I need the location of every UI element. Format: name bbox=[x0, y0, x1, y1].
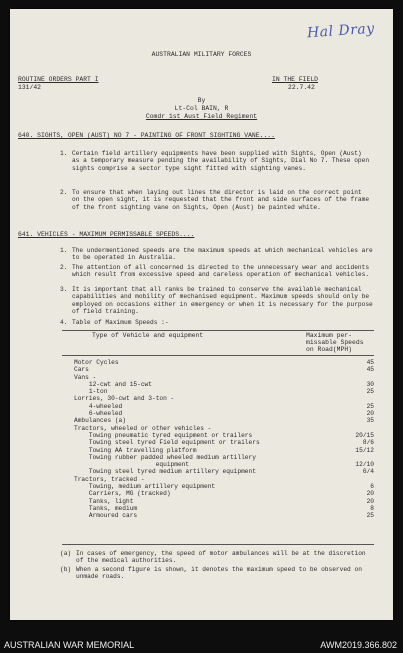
archive-accession-number: AWM2019.366.802 bbox=[320, 640, 397, 650]
max-speed: 20 bbox=[366, 490, 374, 498]
vehicle-type: Towing pneumatic tyred equipment or trailers bbox=[74, 431, 253, 439]
max-speed: 20 bbox=[366, 497, 374, 505]
max-speed: 20 bbox=[366, 410, 374, 418]
max-speed: 30 bbox=[366, 380, 374, 388]
document-page bbox=[10, 9, 393, 620]
speed-header-line-1: Maximum per- bbox=[306, 332, 353, 339]
max-speed: 6 bbox=[370, 483, 374, 491]
table-row bbox=[74, 468, 374, 475]
max-speed: 6/4 bbox=[362, 468, 374, 476]
table-row bbox=[74, 381, 374, 388]
speed-header-line-3: on Road(MPH) bbox=[306, 346, 353, 353]
vehicle-type: equipment bbox=[74, 461, 190, 469]
vehicle-type: 1-ton bbox=[74, 388, 108, 396]
note-marker: (a) bbox=[60, 550, 72, 557]
table-row bbox=[74, 447, 374, 454]
vehicle-type: 6-wheeled bbox=[74, 410, 123, 418]
max-speed: 25 bbox=[366, 388, 374, 396]
table-top-rule bbox=[62, 330, 374, 331]
table-row bbox=[74, 410, 374, 417]
table-header-rule bbox=[62, 355, 374, 356]
section-640-para-1 bbox=[60, 150, 372, 172]
officer-name: Lt-Col BAIN, R bbox=[174, 105, 229, 112]
para-text: Certain field artillery equipments have been supplied with Sights, Open (Aust) as a temporary measure pending the availability of Sights, Dial No 7. These open sights comprise a sector type sight fitted with sighting vanes. bbox=[72, 150, 370, 172]
handwritten-signature: Hal Dray bbox=[306, 20, 376, 42]
table-bottom-rule bbox=[62, 544, 374, 545]
table-row bbox=[74, 454, 374, 461]
table-row bbox=[74, 395, 374, 402]
table-row bbox=[74, 490, 374, 497]
para-number: 2. bbox=[60, 189, 68, 196]
table-row bbox=[74, 417, 374, 424]
para-number: 3. bbox=[60, 286, 68, 293]
archive-footer bbox=[0, 628, 403, 653]
vehicle-type: Tanks, medium bbox=[74, 504, 138, 512]
table-row bbox=[74, 498, 374, 505]
table-row bbox=[74, 505, 374, 512]
max-speed: 8/6 bbox=[362, 439, 374, 447]
section-640-para-2 bbox=[60, 189, 372, 211]
vehicle-type: 12-cwt and 15-cwt bbox=[74, 380, 152, 388]
order-date: 22.7.42 bbox=[288, 84, 315, 91]
note-text: When a second figure is shown, it denotes the maximum speed to be observed on unmade roads. bbox=[76, 566, 362, 581]
note-text: In cases of emergency, the speed of motor ambulances will be at the discretion of the medical authorities. bbox=[76, 550, 366, 565]
vehicle-type: 4-wheeled bbox=[74, 402, 123, 410]
vehicle-type: Vans - bbox=[74, 373, 97, 381]
para-number: 4. bbox=[60, 319, 68, 326]
vehicle-type: Towing rubber padded wheeled medium artillery bbox=[74, 453, 256, 461]
table-row bbox=[74, 432, 374, 439]
max-speed: 12/10 bbox=[355, 461, 374, 469]
max-speed bbox=[336, 374, 374, 381]
max-speed bbox=[336, 425, 374, 432]
max-speed bbox=[336, 454, 374, 461]
table-row bbox=[74, 425, 374, 432]
vehicle-type: Lorries, 30-cwt and 3-ton - bbox=[74, 395, 175, 403]
table-row bbox=[74, 374, 374, 381]
table-row bbox=[74, 366, 374, 373]
max-speed bbox=[336, 395, 374, 402]
max-speed: 35 bbox=[366, 417, 374, 425]
table-row bbox=[74, 476, 374, 483]
table-row bbox=[74, 388, 374, 395]
archive-name: AUSTRALIAN WAR MEMORIAL bbox=[4, 640, 135, 650]
section-640-heading: 640. SIGHTS, OPEN (AUST) NO 7 - PAINTING OF FRONT SIGHTING VANE.... bbox=[18, 132, 275, 139]
note-a bbox=[60, 550, 372, 565]
para-number: 1. bbox=[60, 247, 68, 254]
max-speed: 25 bbox=[366, 402, 374, 410]
table-col-vehicle-header: Type of Vehicle and equipment bbox=[92, 332, 204, 339]
para-text: Table of Maximum Speeds :- bbox=[72, 319, 169, 326]
section-641-para-1 bbox=[60, 247, 374, 262]
table-row bbox=[74, 512, 374, 519]
vehicle-type: Carriers, MG (tracked) bbox=[74, 490, 171, 498]
routine-orders-title: ROUTINE ORDERS PART I bbox=[18, 76, 99, 83]
table-col-speed-header bbox=[306, 332, 364, 353]
vehicle-type: Towing steel tyred medium artillery equipment bbox=[74, 468, 256, 476]
vehicle-type: Motor Cycles bbox=[74, 359, 119, 366]
max-speed: 25 bbox=[366, 512, 374, 520]
para-text: The attention of all concerned is directed to the unnecessary wear and accidents which result from excessive speed and careless operation of mechanical vehicles. bbox=[72, 264, 370, 279]
by-line: By bbox=[197, 97, 206, 104]
note-b bbox=[60, 566, 372, 581]
section-641-heading: 641. VEHICLES - MAXIMUM PERMISSABLE SPEEDS.... bbox=[18, 231, 195, 238]
location: IN THE FIELD bbox=[272, 76, 319, 83]
vehicle-type: Towing steel tyred Field equipment or trailers bbox=[74, 439, 260, 447]
speed-header-line-2: missable Speeds bbox=[306, 339, 364, 346]
speed-table bbox=[74, 359, 374, 520]
max-speed: 8 bbox=[370, 504, 374, 512]
note-marker: (b) bbox=[60, 566, 72, 573]
para-number: 1. bbox=[60, 150, 68, 157]
vehicle-type: Tractors, tracked - bbox=[74, 475, 145, 483]
vehicle-type: Towing, medium artillery equipment bbox=[74, 483, 216, 491]
officer-command: Comdr 1st Aust Field Regiment bbox=[145, 113, 258, 120]
vehicle-type: Ambulances (a) bbox=[74, 417, 126, 425]
table-row bbox=[74, 461, 374, 468]
table-row bbox=[74, 359, 374, 366]
max-speed: 15/12 bbox=[355, 446, 374, 454]
table-row bbox=[74, 483, 374, 490]
section-641-para-2 bbox=[60, 264, 374, 279]
para-text: The undermentioned speeds are the maximum speeds at which mechanical vehicles are to be operated in Australia. bbox=[72, 247, 373, 262]
max-speed bbox=[336, 476, 374, 483]
table-row bbox=[74, 439, 374, 446]
section-641-para-4 bbox=[60, 319, 374, 326]
para-text: To ensure that when laying out lines the director is laid on the correct point on the open sight, it is requested that the front and side surfaces of the frame of the front sighting vane on Sights, Open (Aust) be painted white. bbox=[72, 189, 370, 211]
org-heading: AUSTRALIAN MILITARY FORCES bbox=[151, 51, 252, 58]
max-speed: 20/15 bbox=[355, 431, 374, 439]
para-text: It is important that all ranks be trained to conserve the available mechanical capabilities and mobility of mechanised equipment. Maximum speeds should only be employed on occasions either in emergency or when it is necessary for the purpose of field training. bbox=[72, 286, 373, 315]
section-641-para-3 bbox=[60, 286, 374, 315]
max-speed: 45 bbox=[366, 366, 374, 374]
vehicle-type: Armoured cars bbox=[74, 512, 138, 520]
vehicle-type: Tanks, light bbox=[74, 497, 134, 505]
order-number: 131/42 bbox=[18, 84, 42, 91]
vehicle-type: Tractors, wheeled or other vehicles - bbox=[74, 424, 212, 432]
vehicle-type: Cars bbox=[74, 366, 89, 374]
table-row bbox=[74, 403, 374, 410]
para-number: 2. bbox=[60, 264, 68, 271]
vehicle-type: Towing AA travelling platform bbox=[74, 446, 197, 454]
max-speed: 45 bbox=[366, 359, 374, 366]
